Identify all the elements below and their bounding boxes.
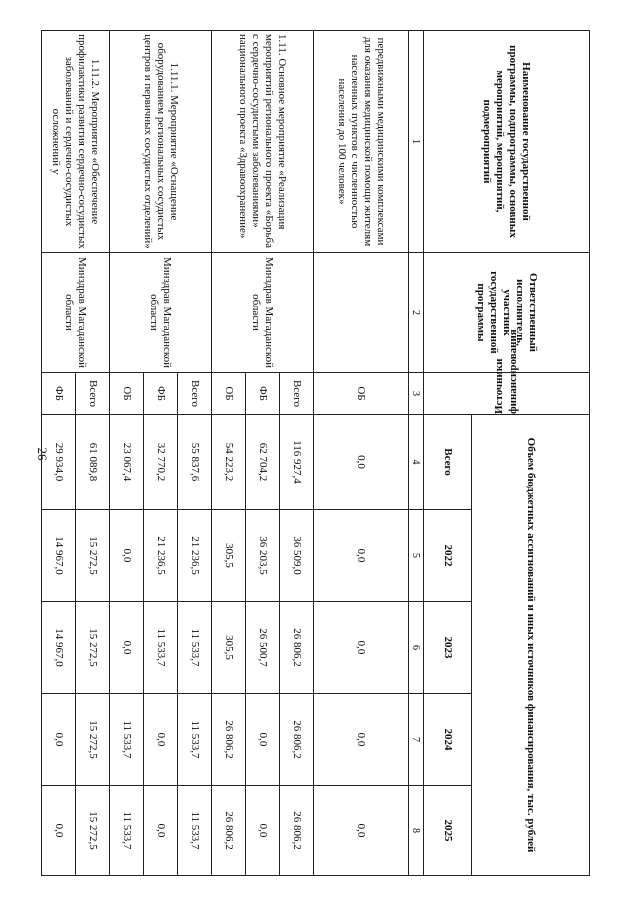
value-cell: 11 533,7	[178, 602, 212, 694]
funding-source-cell: ОБ	[314, 373, 409, 415]
header-program-name: Наименование государственной программы, подпрограммы, основных мероприятий, мероприятий, подмероприятий	[424, 31, 590, 253]
value-cell: 305,5	[212, 510, 246, 602]
value-cell: 11 533,7	[178, 694, 212, 786]
value-cell: 26 806,2	[280, 602, 314, 694]
value-cell: 32 770,2	[144, 415, 178, 510]
budget-table	[41, 30, 590, 876]
value-cell: 0,0	[144, 786, 178, 876]
header-funding-source	[424, 329, 590, 415]
value-cell: 23 067,4	[110, 415, 144, 510]
funding-source-cell: ФБ	[42, 373, 76, 415]
value-cell: 305,5	[212, 602, 246, 694]
col-number: 3	[409, 373, 424, 415]
value-cell: 54 223,2	[212, 415, 246, 510]
funding-source-cell: ФБ	[144, 373, 178, 415]
executor-cell: Минздрав Магаданской области	[110, 253, 212, 373]
executor-cell: Минздрав Магаданской области	[212, 253, 314, 373]
col-number: 4	[409, 415, 424, 510]
header-year-2024: 2024	[424, 694, 472, 786]
col-number: 6	[409, 602, 424, 694]
value-cell: 26 500,7	[246, 602, 280, 694]
value-cell: 36 509,0	[280, 510, 314, 602]
table-row	[280, 31, 314, 876]
value-cell: 116 927,4	[280, 415, 314, 510]
value-cell: 0,0	[314, 786, 409, 876]
program-name-cell: 1.11.2. Мероприятие «Обеспечение профилактики развития сердечно-сосудистых заболеваний и сердечно-сосудистых осложнений у	[42, 31, 110, 253]
funding-source-cell: ФБ	[246, 373, 280, 415]
program-name-cell: 1.11.1. Мероприятие «Оснащение оборудованием региональных сосудистых центров и первичных сосудистых отделений»	[110, 31, 212, 253]
table-row	[76, 31, 110, 876]
col-number: 5	[409, 510, 424, 602]
value-cell: 26 806,2	[212, 786, 246, 876]
value-cell: 0,0	[314, 694, 409, 786]
value-cell: 15 272,5	[76, 602, 110, 694]
funding-source-cell: ОБ	[212, 373, 246, 415]
value-cell: 0,0	[144, 694, 178, 786]
value-cell: 0,0	[246, 694, 280, 786]
value-cell: 14 967,0	[42, 602, 76, 694]
value-cell: 11 533,7	[178, 786, 212, 876]
value-cell: 26 806,2	[280, 694, 314, 786]
col-number: 1	[409, 31, 424, 253]
value-cell: 11 533,7	[110, 694, 144, 786]
funding-source-cell: Всего	[178, 373, 212, 415]
value-cell: 0,0	[246, 786, 280, 876]
value-cell: 55 837,6	[178, 415, 212, 510]
page-number: 26	[35, 447, 50, 461]
header-funding-source-text: Источники финансирования	[493, 329, 520, 414]
value-cell: 15 272,5	[76, 694, 110, 786]
rotated-table-container	[50, 30, 590, 875]
header-budget-group: Объем бюджетных ассигнований и иных источников финансирования, тыс. рублей	[472, 415, 590, 876]
program-name-cell: передвижными медицинскими комплексами для оказания медицинской помощи жителям населенных пунктов с численностью населения до 100 человек»	[314, 31, 409, 253]
value-cell: 0,0	[314, 602, 409, 694]
value-cell: 14 967,0	[42, 510, 76, 602]
value-cell: 21 236,5	[178, 510, 212, 602]
table-row	[178, 31, 212, 876]
value-cell: 0,0	[42, 694, 76, 786]
header-year-2025: 2025	[424, 786, 472, 876]
executor-cell	[314, 253, 409, 373]
header-executor: Ответственный исполнитель, участник государственной программы	[424, 253, 590, 373]
col-number: 2	[409, 253, 424, 373]
funding-source-cell: Всего	[76, 373, 110, 415]
value-cell: 15 272,5	[76, 510, 110, 602]
value-cell: 0,0	[42, 786, 76, 876]
value-cell: 26 806,2	[212, 694, 246, 786]
value-cell: 29 934,0	[42, 415, 76, 510]
value-cell: 62 704,2	[246, 415, 280, 510]
funding-source-cell: Всего	[280, 373, 314, 415]
header-year-total: Всего	[424, 415, 472, 510]
value-cell: 61 089,8	[76, 415, 110, 510]
value-cell: 0,0	[314, 510, 409, 602]
value-cell: 0,0	[314, 415, 409, 510]
program-name-cell: 1.11. Основное мероприятие «Реализация мероприятий регионального проекта «Борьба с сердечно-сосудистыми заболеваниями» национального проекта «Здравоохранение»	[212, 31, 314, 253]
value-cell: 0,0	[110, 510, 144, 602]
value-cell: 11 533,7	[110, 786, 144, 876]
header-year-2023: 2023	[424, 602, 472, 694]
col-number: 8	[409, 786, 424, 876]
value-cell: 26 806,2	[280, 786, 314, 876]
value-cell: 11 533,7	[144, 602, 178, 694]
col-number: 7	[409, 694, 424, 786]
value-cell: 15 272,5	[76, 786, 110, 876]
executor-cell: Минздрав Магаданской области	[42, 253, 110, 373]
value-cell: 36 203,5	[246, 510, 280, 602]
funding-source-cell: ОБ	[110, 373, 144, 415]
table-row	[314, 31, 409, 876]
header-year-2022: 2022	[424, 510, 472, 602]
value-cell: 0,0	[110, 602, 144, 694]
value-cell: 21 236,5	[144, 510, 178, 602]
